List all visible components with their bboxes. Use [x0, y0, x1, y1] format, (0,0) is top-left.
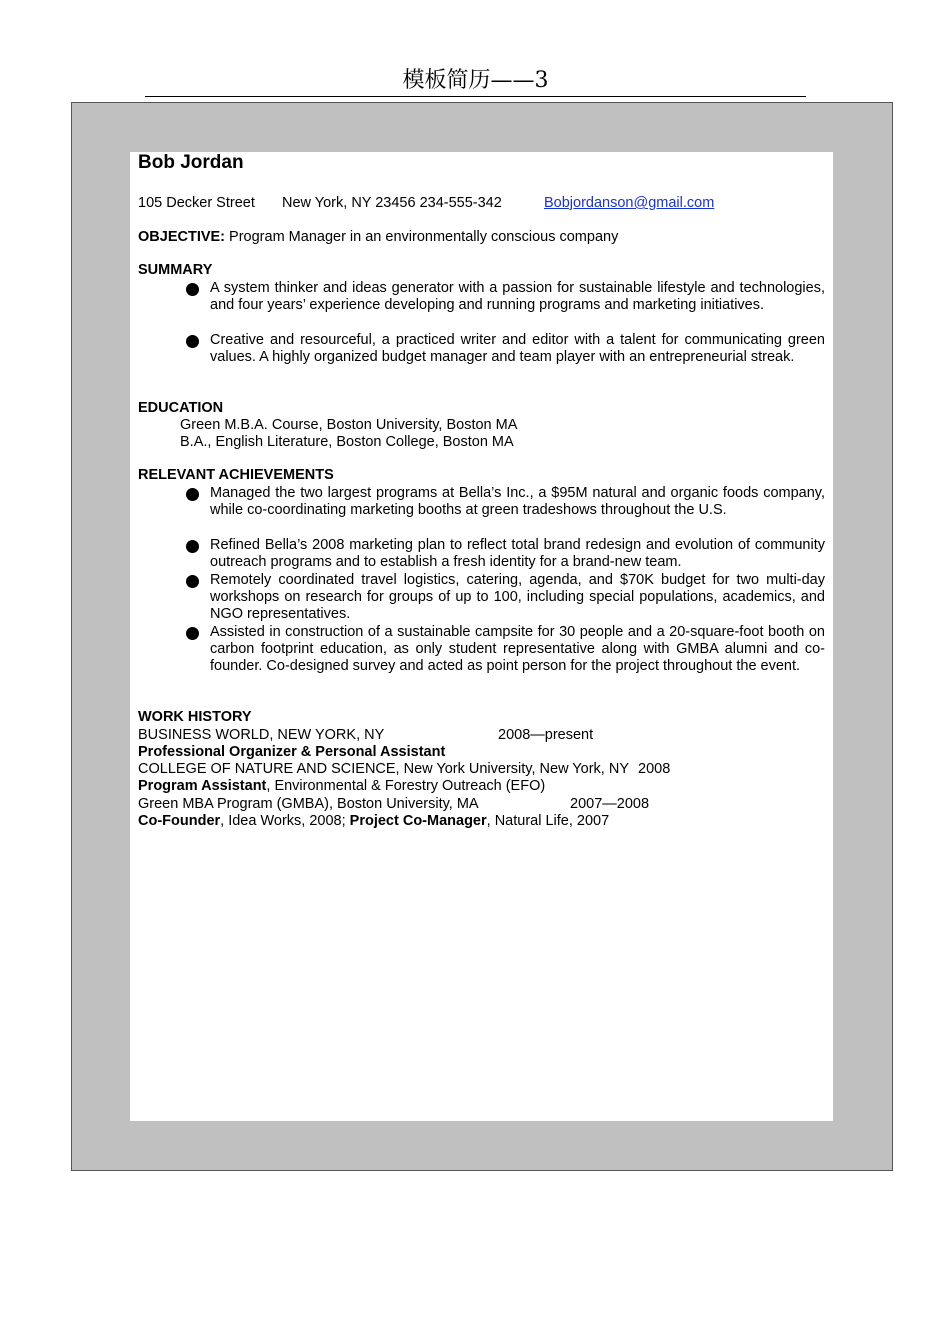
- bullet-icon: [186, 283, 199, 296]
- contact-street: 105 Decker Street: [138, 195, 255, 211]
- job3-role2: Project Co-Manager: [349, 813, 487, 829]
- bullet-icon: [186, 575, 199, 588]
- job3-employer: Green MBA Program (GMBA), Boston University, MA: [138, 796, 479, 812]
- achievement-item: Remotely coordinated travel logistics, catering, agenda, and $70K budget for two multi-day workshops on research for groups of up to 100, including special populations, academics, and NGO representatives.: [210, 572, 825, 622]
- resume-body: [130, 152, 833, 1121]
- job1-title: Professional Organizer & Personal Assistant: [138, 744, 446, 760]
- summary-heading: SUMMARY: [138, 262, 213, 278]
- bullet-icon: [186, 627, 199, 640]
- email-link[interactable]: Bobjordanson@gmail.com: [544, 195, 715, 211]
- objective-text: Program Manager in an environmentally conscious company: [229, 229, 619, 245]
- education-heading: EDUCATION: [138, 400, 224, 416]
- achievement-item: Managed the two largest programs at Bella’s Inc., a $95M natural and organic foods company, while co-coordinating marketing booths at green tradeshows throughout the U.S.: [210, 485, 825, 518]
- work-history-heading: WORK HISTORY: [138, 709, 252, 725]
- summary-item: A system thinker and ideas generator with a passion for sustainable lifestyle and technologies, and four years’ experience developing and running programs and marketing initiatives.: [210, 280, 825, 313]
- job2-title: Program Assistant: [138, 778, 267, 794]
- job3-role2-rest: , Natural Life, 2007: [486, 813, 610, 829]
- job2-title-rest: , Environmental & Forestry Outreach (EFO): [266, 778, 546, 794]
- education-line: B.A., English Literature, Boston College, Boston MA: [180, 434, 514, 450]
- job2-employer: COLLEGE OF NATURE AND SCIENCE, New York University, New York, NY: [138, 761, 629, 777]
- objective-line: [138, 229, 618, 246]
- objective-label: OBJECTIVE:: [138, 229, 226, 245]
- job1-dates: 2008—present: [498, 727, 594, 743]
- job2-title-line: [138, 778, 545, 795]
- achievement-item: Assisted in construction of a sustainable campsite for 30 people and a 20-square-foot booth on carbon footprint education, as only student representative along with GMBA alumni and co-founder. Co-designed survey and acted as point person for the project throughout the event.: [210, 624, 825, 674]
- bullet-icon: [186, 335, 199, 348]
- job3-dates: 2007—2008: [570, 796, 650, 812]
- achievements-heading: RELEVANT ACHIEVEMENTS: [138, 467, 334, 483]
- bullet-icon: [186, 540, 199, 553]
- job1-employer: BUSINESS WORLD, NEW YORK, NY: [138, 727, 385, 743]
- resume-name: Bob Jordan: [138, 152, 244, 173]
- education-line: Green M.B.A. Course, Boston University, Boston MA: [180, 417, 518, 433]
- bullet-icon: [186, 488, 199, 501]
- job3-role1-rest: , Idea Works, 2008;: [220, 813, 350, 829]
- summary-item: Creative and resourceful, a practiced writer and editor with a talent for communicating green values. A highly organized budget manager and team player with an entrepreneurial streak.: [210, 332, 825, 365]
- achievement-item: Refined Bella’s 2008 marketing plan to reflect total brand redesign and evolution of community outreach programs and to establish a fresh identity for a brand-new team.: [210, 537, 825, 570]
- job2-dates: 2008: [638, 761, 671, 777]
- job3-roles-line: [138, 813, 609, 830]
- document-title: 模板简历——3: [145, 66, 806, 97]
- contact-city-phone: New York, NY 23456 234-555-342: [282, 195, 502, 211]
- job3-role1: Co-Founder: [138, 813, 221, 829]
